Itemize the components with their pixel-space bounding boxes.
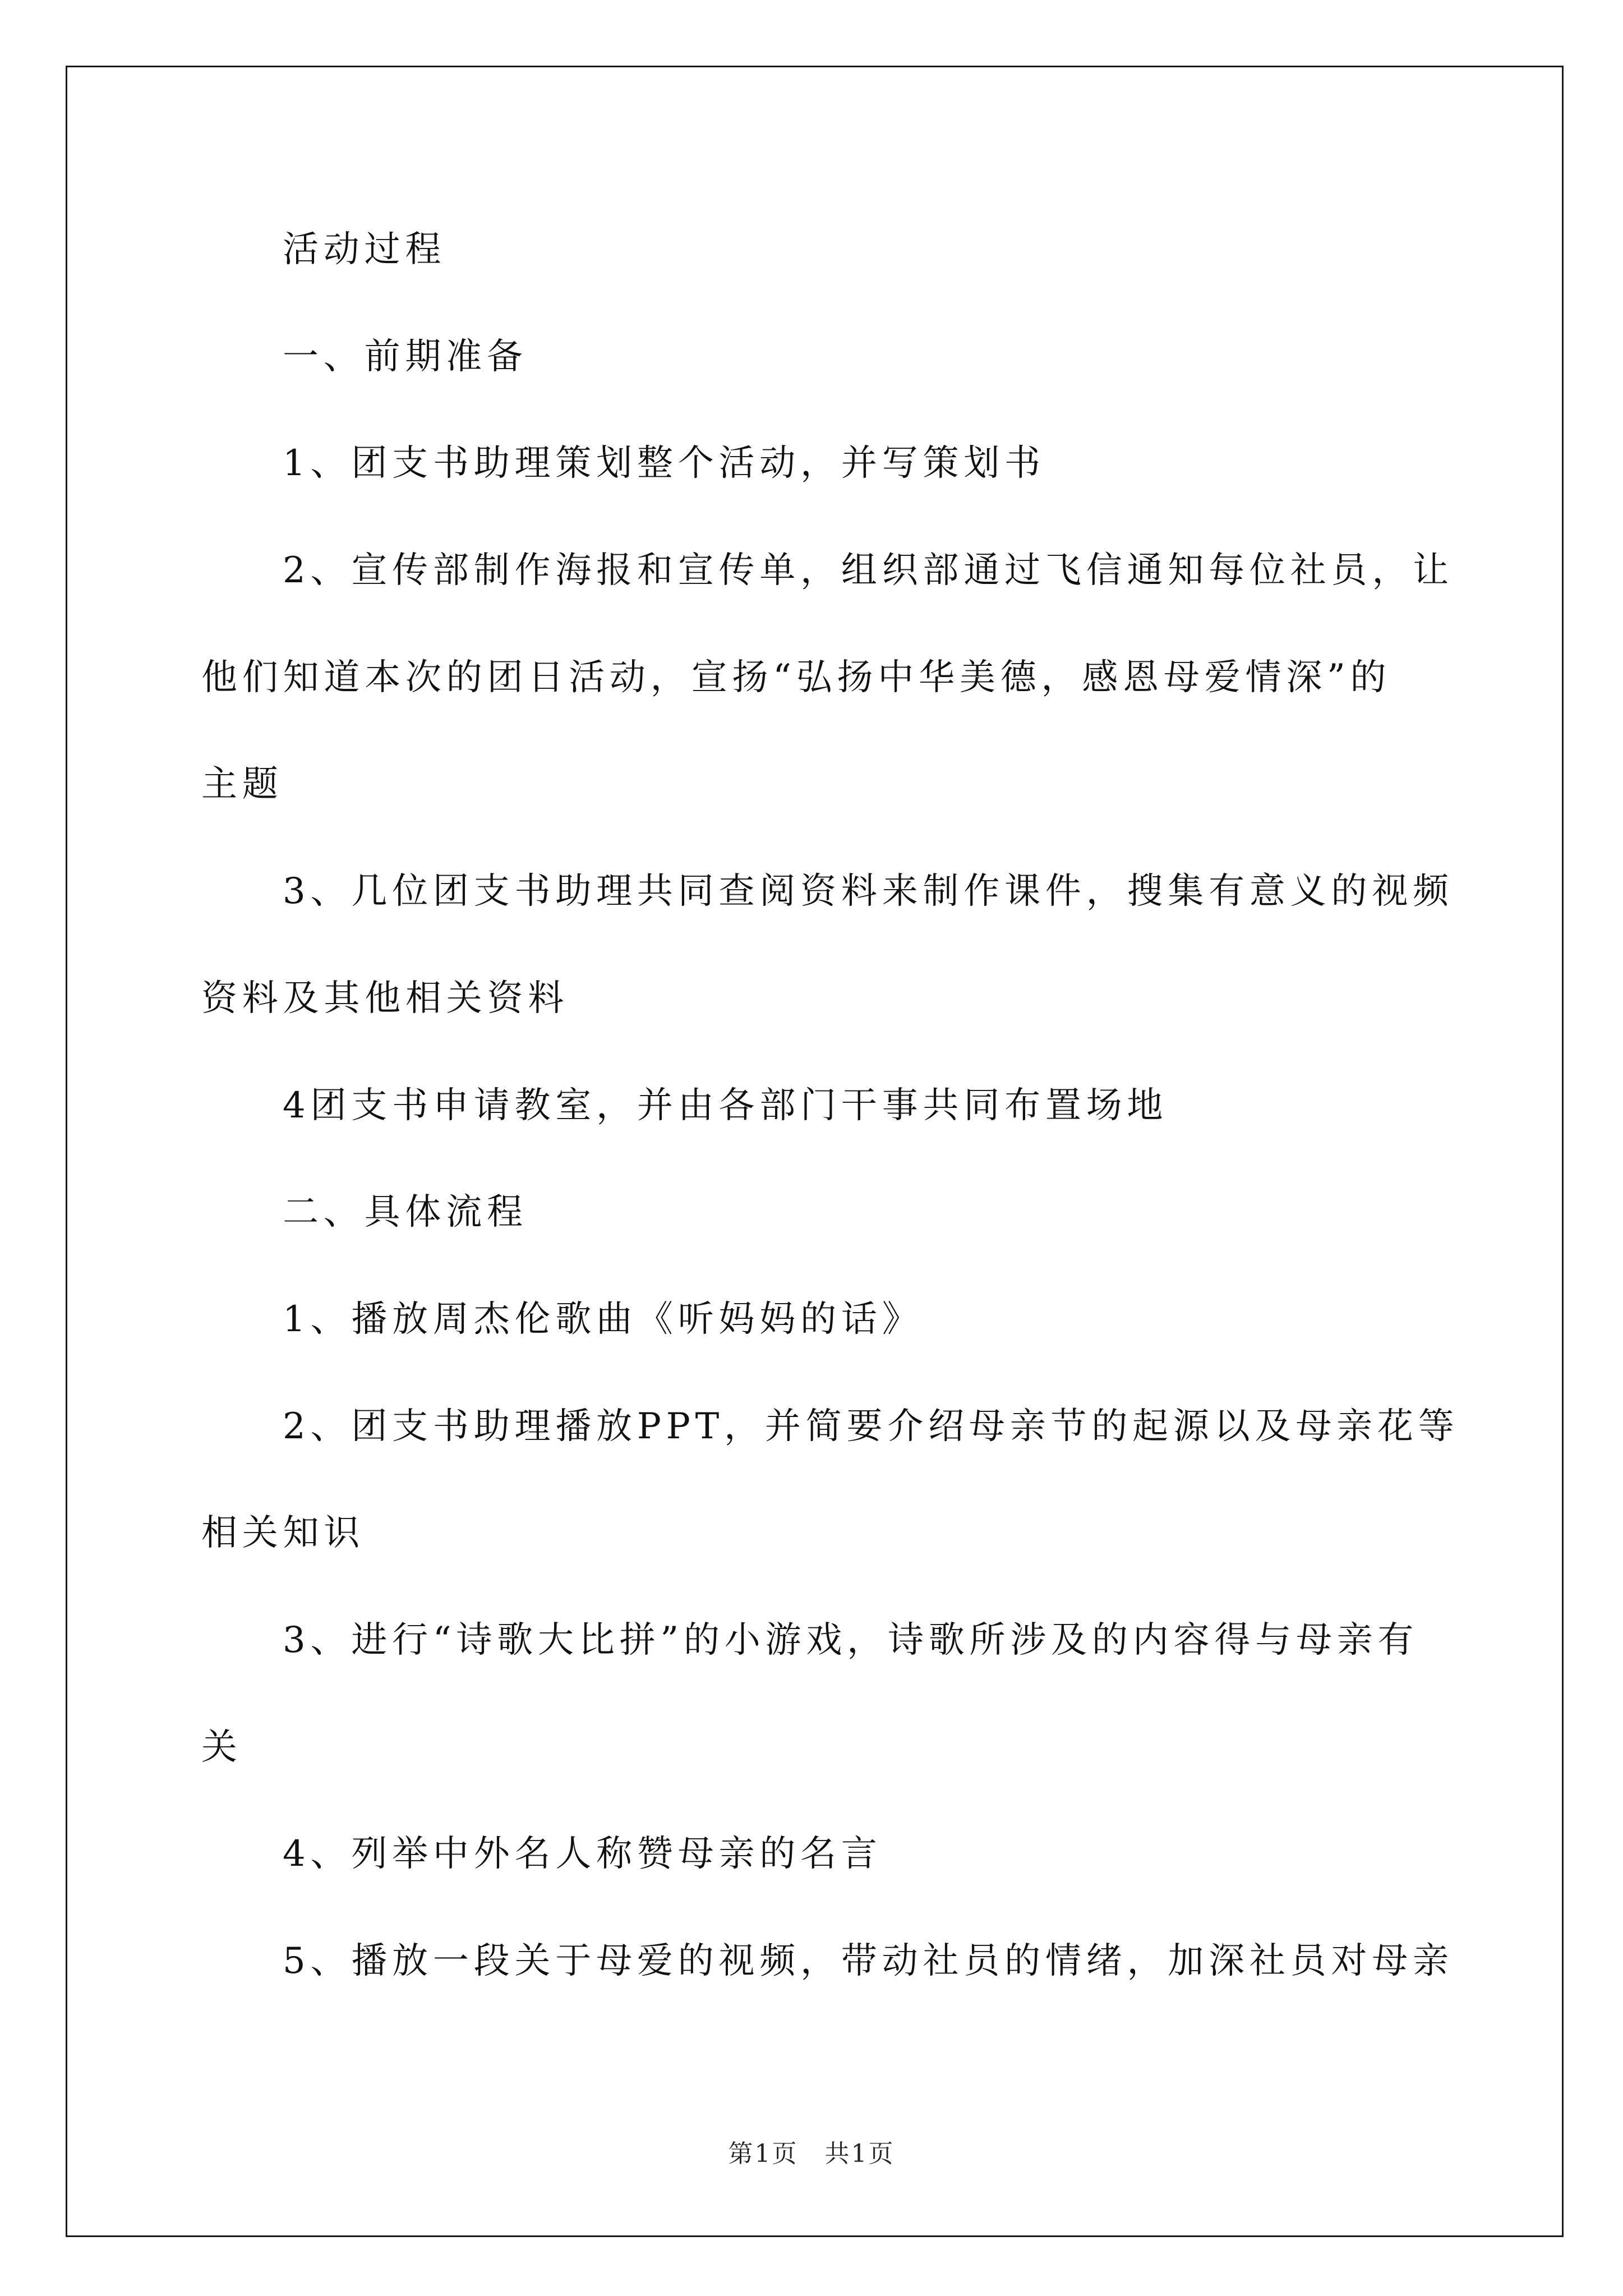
list-item-text-continued: 相关知识 [201, 1512, 365, 1554]
list-item-text-continued: 资料及其他相关资料 [201, 977, 569, 1019]
list-item-text: 3、进行“诗歌大比拼”的小游戏，诗歌所涉及的内容得与母亲有 [283, 1619, 1419, 1661]
procedure-item-3 [201, 1587, 1491, 1801]
list-item-text-continued: 主题 [201, 763, 283, 806]
list-item-2 [201, 517, 1491, 838]
list-item-text: 3、几位团支书助理共同查阅资料来制作课件，搜集有意义的视频 [283, 871, 1454, 913]
list-item-text: 2、宣传部制作海报和宣传单，组织部通过飞信通知每位社员，让 [283, 550, 1454, 592]
list-item-text: 4团支书申请教室，并由各部门干事共同布置场地 [283, 1084, 1168, 1126]
procedure-item-5 [201, 1908, 1491, 2015]
list-item-text: 2、团支书助理播放PPT，并简要介绍母亲节的起源以及母亲花等 [283, 1405, 1459, 1447]
list-item-text: 5、播放一段关于母爱的视频，带动社员的情绪，加深社员对母亲 [283, 1940, 1454, 1982]
procedure-item-1 [201, 1266, 1491, 1373]
procedure-item-2 [201, 1373, 1491, 1587]
section-title-text: 活动过程 [283, 229, 446, 270]
procedure-item-4 [201, 1801, 1491, 1908]
section-heading-text: 一、前期准备 [283, 335, 528, 378]
section-heading-preparation [201, 303, 1491, 411]
list-item-text: 1、团支书助理策划整个活动，并写策划书 [283, 443, 1045, 485]
section-title [201, 196, 1491, 303]
list-item-4 [201, 1052, 1491, 1159]
section-heading-procedure [201, 1159, 1491, 1266]
list-item-text: 1、播放周杰伦歌曲《听妈妈的话》 [283, 1298, 923, 1340]
list-item-text-continued: 他们知道本次的团日活动，宣扬“弘扬中华美德，感恩母爱情深”的 [201, 656, 1391, 698]
list-item-text-continued: 关 [201, 1726, 242, 1768]
list-item-1 [201, 410, 1491, 517]
list-item-text: 4、列举中外名人称赞母亲的名言 [283, 1833, 882, 1875]
page-number: 第1页 共1页 [728, 2139, 895, 2168]
section-heading-text: 二、具体流程 [283, 1191, 528, 1234]
list-item-3 [201, 838, 1491, 1052]
document-body [201, 196, 1491, 2015]
